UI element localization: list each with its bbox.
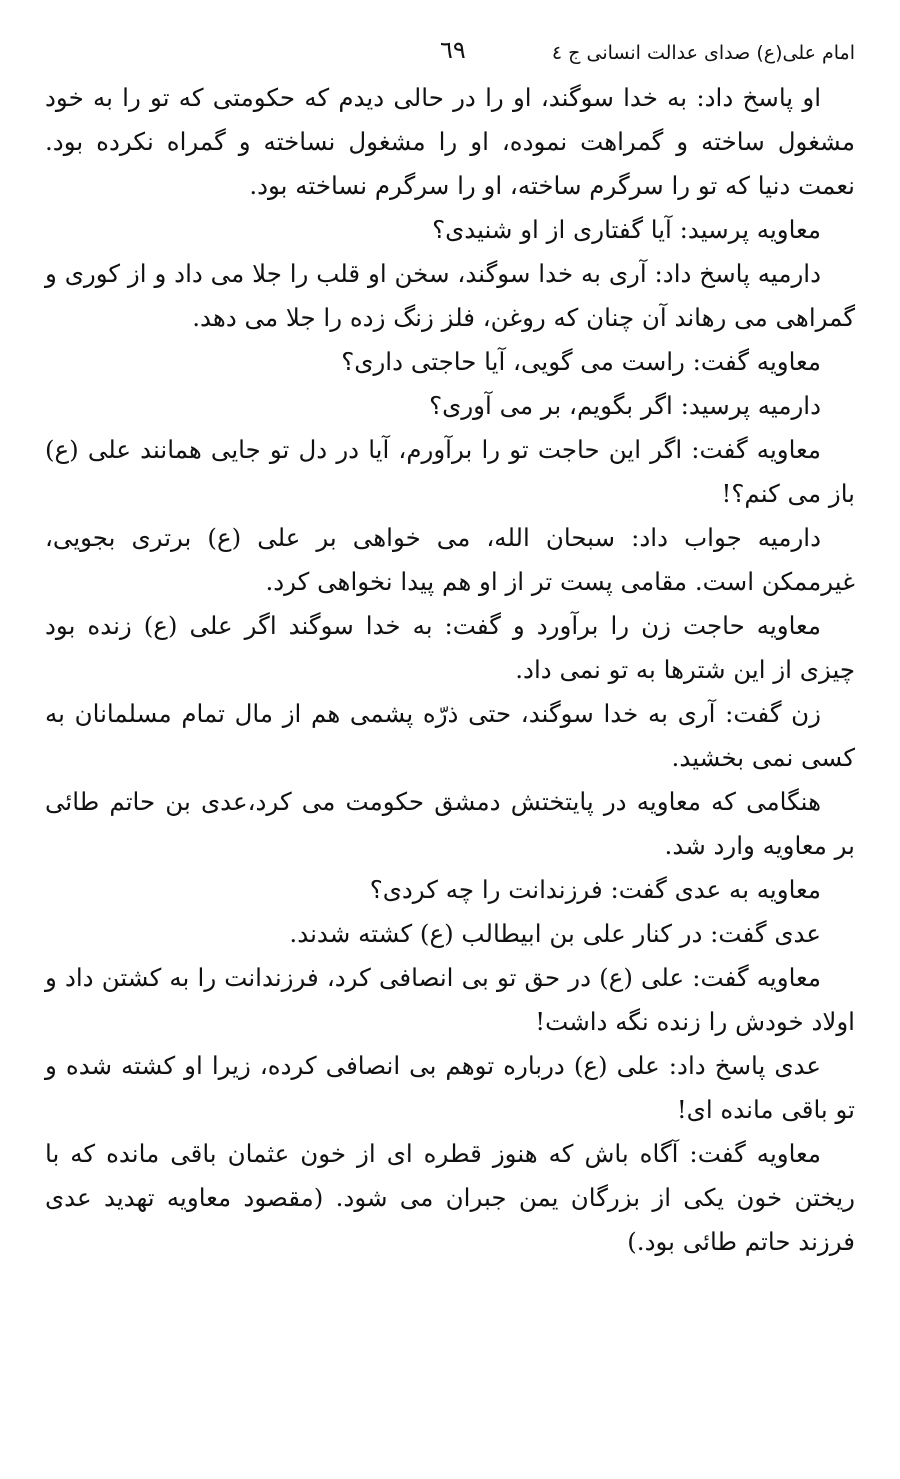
paragraph: دارمیه پرسید: اگر بگویم، بر می آوری؟ — [429, 391, 821, 420]
paragraph: معاویه گفت: علی (ع) در حق تو بی انصافی کرد، فرزندانت را به کشتن داد و اولاد خودش را زنده نگه داشت! — [45, 963, 855, 1036]
paragraph: زن گفت: آری به خدا سوگند، حتی ذرّه پشمی هم از مال تمام مسلمانان به کسی نمی بخشید. — [45, 699, 855, 772]
paragraph: هنگامی که معاویه در پایتختش دمشق حکومت می کرد،عدی بن حاتم طائی بر معاویه وارد شد. — [45, 787, 855, 860]
paragraph: معاویه حاجت زن را برآورد و گفت: به خدا سوگند اگر علی (ع) زنده بود چیزی از این شترها به تو نمی داد. — [45, 611, 855, 684]
paragraph: معاویه گفت: راست می گویی، آیا حاجتی داری؟ — [341, 347, 821, 376]
paragraph: عدی پاسخ داد: علی (ع) درباره توهم بی انصافی کرده، زیرا او کشته شده و تو باقی مانده ای! — [45, 1051, 855, 1124]
paragraph: دارمیه جواب داد: سبحان الله، می خواهی بر علی (ع) برتری بجویی، غیرممکن است. مقامی پست تر از او هم پیدا نخواهی کرد. — [45, 523, 855, 596]
paragraph: معاویه گفت: آگاه باش که هنوز قطره ای از خون عثمان باقی مانده که با ریختن خون یکی از بزرگان یمن جبران می شود. (مقصود معاویه تهدید عدی فرزند حاتم طائی بود.) — [45, 1139, 855, 1256]
paragraph: دارمیه پاسخ داد: آری به خدا سوگند، سخن او قلب را جلا می داد و از کوری و گمراهی می رهاند آن چنان که روغن، فلز زنگ زده را جلا می دهد. — [45, 259, 855, 332]
running-header-title: امام علی(ع) صدای عدالت انسانی ج ٤ — [551, 42, 855, 64]
paragraph: معاویه به عدی گفت: فرزندانت را چه کردی؟ — [369, 875, 821, 904]
body-text — [45, 76, 855, 1264]
page-number: ٦٩ — [440, 36, 466, 64]
paragraph: معاویه گفت: اگر این حاجت تو را برآورم، آیا در دل تو جایی همانند علی (ع) باز می کنم؟! — [45, 435, 855, 508]
page-header — [45, 36, 855, 76]
paragraph: عدی گفت: در کنار علی بن ابیطالب (ع) کشته شدند. — [289, 919, 821, 948]
paragraph: او پاسخ داد: به خدا سوگند، او را در حالی دیدم که حکومتی که تو را به خود مشغول ساخته و گمراهت نموده، او را مشغول نساخته و گمراه نکرده بود. نعمت دنیا که تو را سرگرم ساخته، او را سرگرم نساخته بود. — [45, 83, 855, 200]
paragraph: معاویه پرسید: آیا گفتاری از او شنیدی؟ — [432, 215, 821, 244]
